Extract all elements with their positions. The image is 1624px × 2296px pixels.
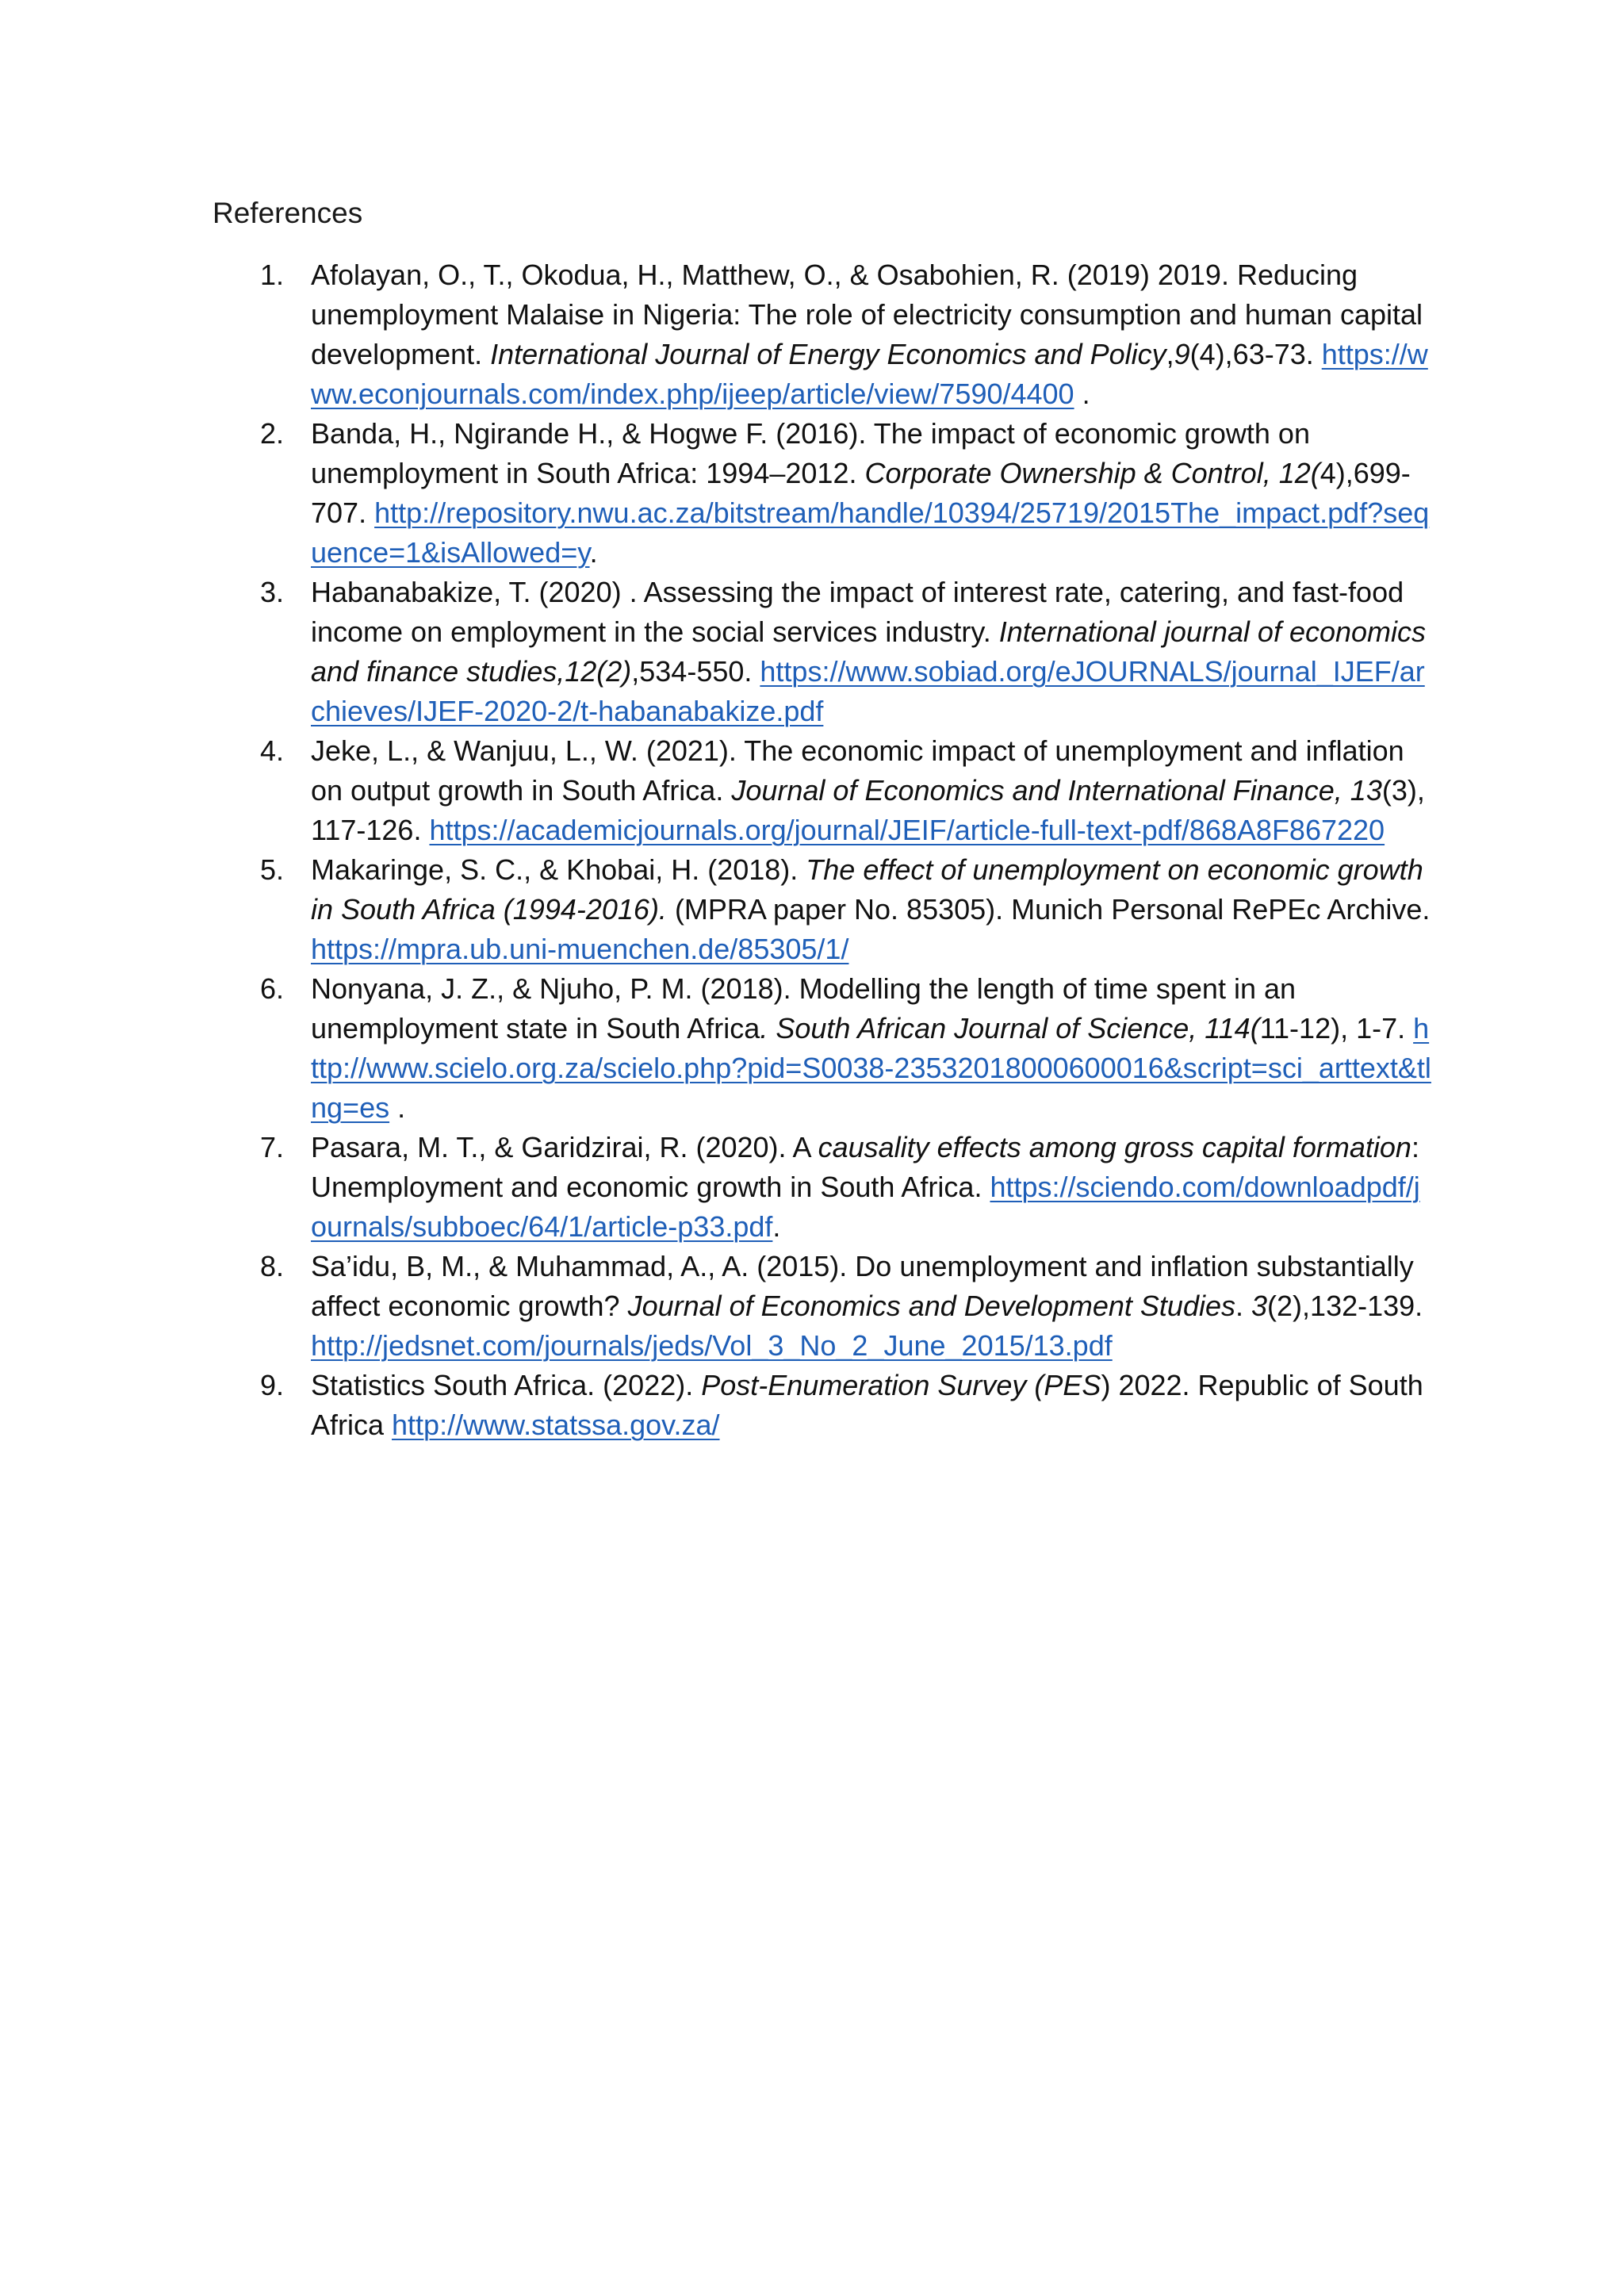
reference-plain-text: Afolayan, O., T., Okodua, H., Matthew, O., & Osabohien, R. (2019) 2019. Reducing unemployment Malaise in Nigeria: The role of electricity consumption and human capital development.	[311, 259, 1423, 370]
reference-italic-text: 9	[1174, 338, 1190, 370]
reference-plain-text: (2),132-139.	[1267, 1290, 1423, 1322]
reference-plain-text: Habanabakize, T. (2020) . Assessing the impact of interest rate, catering, and fast-food income on employment in the social services industry.	[311, 576, 1404, 648]
reference-link[interactable]: http://www.statssa.gov.za/	[392, 1409, 720, 1441]
reference-plain-text: Sa’idu, B, M., & Muhammad, A., A. (2015). Do unemployment and inflation substantially affect economic growth?	[311, 1250, 1414, 1322]
reference-italic-text: International journal of economics and finance studies,12(2)	[311, 615, 1427, 688]
reference-plain-text: Jeke, L., & Wanjuu, L., W. (2021). The economic impact of unemployment and inflation on output growth in South Africa.	[311, 734, 1404, 807]
reference-link[interactable]: https://www.sobiad.org/eJOURNALS/journal_IJEF/archieves/IJEF-2020-2/t-habanabakize.pdf	[311, 655, 1425, 727]
reference-plain-text: Banda, H., Ngirande H., & Hogwe F. (2016). The impact of economic growth on unemployment in South Africa: 1994–2012.	[311, 417, 1310, 489]
reference-text	[311, 1128, 1434, 1247]
reference-link[interactable]: http://www.scielo.org.za/scielo.php?pid=S0038-23532018000600016&script=sci_arttext&tlng=es	[311, 1012, 1431, 1124]
reference-link[interactable]: https://www.econjournals.com/index.php/ijeep/article/view/7590/4400	[311, 338, 1428, 410]
reference-number: 1.	[260, 259, 285, 291]
reference-plain-text: .	[389, 1091, 406, 1124]
reference-item	[213, 573, 1434, 731]
reference-plain-text: ) 2022. Republic of South Africa	[311, 1369, 1423, 1441]
reference-plain-text: .	[772, 1210, 781, 1243]
reference-text	[311, 731, 1434, 850]
reference-link[interactable]: https://mpra.ub.uni-muenchen.de/85305/1/	[311, 933, 849, 965]
reference-plain-text: ,534-550.	[631, 655, 760, 688]
reference-italic-text: . South African Journal of Science, 114(	[760, 1012, 1260, 1045]
reference-plain-text: Nonyana, J. Z., & Njuho, P. M. (2018). Modelling the length of time spent in an unemployment state in South Africa	[311, 972, 1297, 1045]
reference-plain-text: (4),63-73.	[1189, 338, 1322, 370]
references-heading: References	[213, 197, 363, 229]
reference-italic-text: 3	[1251, 1290, 1268, 1322]
reference-plain-text: (3), 117-126.	[311, 774, 1425, 846]
reference-number: 6.	[260, 972, 285, 1005]
reference-number: 9.	[260, 1369, 285, 1401]
reference-item	[213, 850, 1434, 969]
reference-item	[213, 255, 1434, 414]
reference-italic-text: Journal of Economics and International Finance, 13	[731, 774, 1382, 807]
reference-text	[311, 969, 1434, 1128]
reference-link[interactable]: https://sciendo.com/downloadpdf/journals/subboec/64/1/article-p33.pdf	[311, 1171, 1420, 1243]
reference-plain-text: ,	[1166, 338, 1174, 370]
reference-italic-text: Journal of Economics and Development Studies	[627, 1290, 1235, 1322]
references-list	[213, 255, 1434, 1445]
reference-plain-text: .	[1074, 378, 1090, 410]
reference-plain-text: 4),699-707.	[311, 457, 1411, 529]
reference-text	[311, 850, 1434, 969]
reference-number: 5.	[260, 853, 285, 886]
reference-text	[311, 573, 1434, 731]
reference-item	[213, 1247, 1434, 1366]
reference-text	[311, 1247, 1434, 1366]
reference-plain-text: .	[589, 536, 598, 569]
reference-number: 3.	[260, 576, 285, 608]
reference-italic-text: Corporate Ownership & Control, 12(	[864, 457, 1320, 489]
reference-italic-text: causality effects among gross capital formation	[818, 1131, 1411, 1163]
reference-plain-text: (MPRA paper No. 85305). Munich Personal RePEc Archive.	[666, 893, 1431, 926]
reference-plain-text: .	[1235, 1290, 1252, 1322]
reference-number: 4.	[260, 734, 285, 767]
reference-item	[213, 1366, 1434, 1445]
reference-item	[213, 414, 1434, 573]
reference-italic-text: Post-Enumeration Survey (PES	[701, 1369, 1101, 1401]
reference-number: 7.	[260, 1131, 285, 1163]
reference-item	[213, 969, 1434, 1128]
reference-link[interactable]: http://jedsnet.com/journals/jeds/Vol_3_No_2_June_2015/13.pdf	[311, 1329, 1113, 1362]
reference-italic-text: International Journal of Energy Economics and Policy	[490, 338, 1166, 370]
reference-plain-text: 11-12), 1-7.	[1259, 1012, 1414, 1045]
reference-link[interactable]: http://repository.nwu.ac.za/bitstream/handle/10394/25719/2015The_impact.pdf?sequence=1&isAllowed=y	[311, 496, 1430, 569]
reference-item	[213, 1128, 1434, 1247]
reference-item	[213, 731, 1434, 850]
reference-plain-text: Statistics South Africa. (2022).	[311, 1369, 702, 1401]
reference-number: 2.	[260, 417, 285, 450]
reference-number: 8.	[260, 1250, 285, 1282]
reference-text	[311, 414, 1434, 573]
reference-plain-text: Pasara, M. T., & Garidzirai, R. (2020). A	[311, 1131, 818, 1163]
reference-plain-text: Makaringe, S. C., & Khobai, H. (2018).	[311, 853, 806, 886]
reference-text	[311, 255, 1434, 414]
reference-link[interactable]: https://academicjournals.org/journal/JEIF/article-full-text-pdf/868A8F867220	[429, 814, 1385, 846]
reference-plain-text: : Unemployment and economic growth in South Africa.	[311, 1131, 1419, 1203]
reference-italic-text: The effect of unemployment on economic growth in South Africa (1994-2016).	[311, 853, 1423, 926]
reference-text	[311, 1366, 1434, 1445]
